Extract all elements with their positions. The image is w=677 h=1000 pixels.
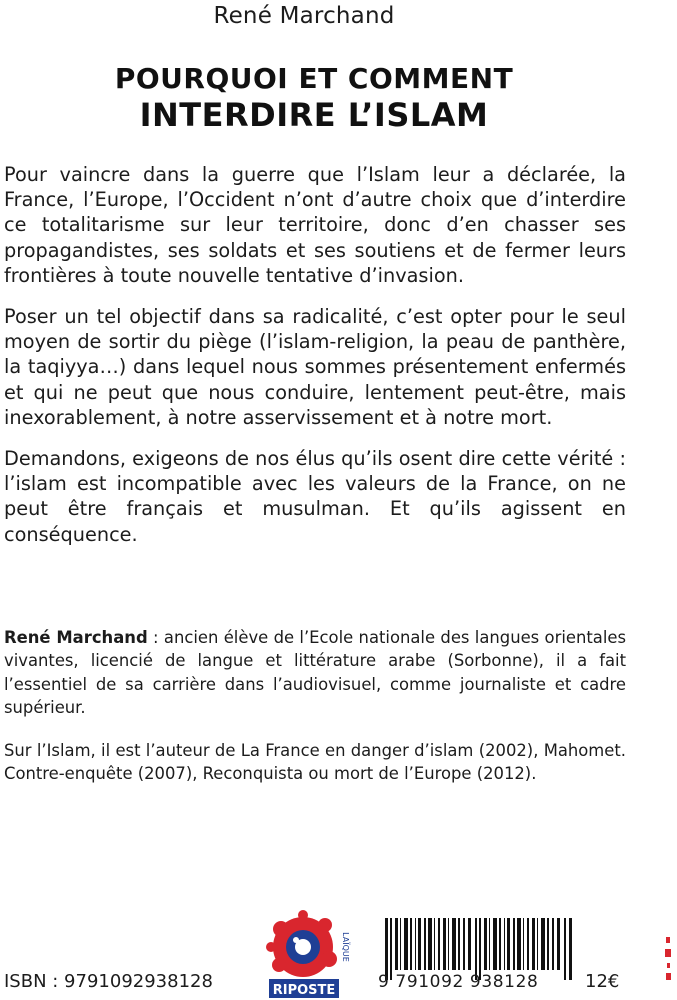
- blurb-paragraph: Demandons, exigeons de nos élus qu’ils osent dire cette vérité : l’islam est incompatible avec les valeurs de la France, on ne peut être français et musulman. Et qu’ils agissent en conséquence.: [4, 447, 626, 546]
- price: 12€: [585, 971, 620, 992]
- title-line-2: INTERDIRE L’ISLAM: [139, 96, 489, 134]
- blurb: [4, 162, 626, 563]
- blurb-paragraph: Pour vaincre dans la guerre que l’Islam leur a déclarée, la France, l’Europe, l’Occident n’ont d’autre choix que d’interdire ce totalitarisme sur leur territoire, donc d’en chasser ses propagandistes, ses soldats et ses soutiens et de fermer leurs frontières à toute nouvelle tentative d’invasion.: [4, 163, 626, 287]
- edge-mark-icon: [660, 935, 677, 985]
- title-line-1: POURQUOI ET COMMENT: [114, 62, 514, 95]
- author-name-top: René Marchand: [213, 3, 395, 29]
- isbn-number: ISBN : 9791092938128: [4, 971, 213, 992]
- blurb-paragraph: Poser un tel objectif dans sa radicalité, c’est opter pour le seul moyen de sortir du piège (l’islam-religion, la peau de panthère, la taqiyya…) dans lequel nous sommes présentement enfermés et qui ne peut que nous conduire, lentement peut-être, mais inexorablement, à notre asservissement et à notre mort.: [4, 305, 626, 429]
- barcode-digits: 9 791092 938128: [378, 972, 539, 992]
- logo-splash-icon: [266, 910, 337, 977]
- logo-side-text: LAÏQUE: [341, 932, 350, 962]
- bio-works: Sur l’Islam, il est l’auteur de La France en danger d’islam (2002), Mahomet. Contre-enquête (2007), Reconquista ou mort de l’Europe (2012).: [4, 740, 626, 784]
- logo-text: RIPOSTE: [272, 983, 336, 998]
- bio-intro-text: : ancien élève de l’Ecole nationale des langues orientales vivantes, licencié de langue et littérature arabe (Sorbonne), il a fait l’essentiel de sa carrière dans l’audiovisuel, comme journaliste et cadre supérieur.: [4, 628, 626, 718]
- riposte-laique-logo: [263, 907, 353, 1000]
- book-title: [74, 62, 554, 134]
- bio-intro: [4, 626, 626, 720]
- bio-author-name: René Marchand: [4, 628, 148, 647]
- author-bio: [4, 626, 626, 804]
